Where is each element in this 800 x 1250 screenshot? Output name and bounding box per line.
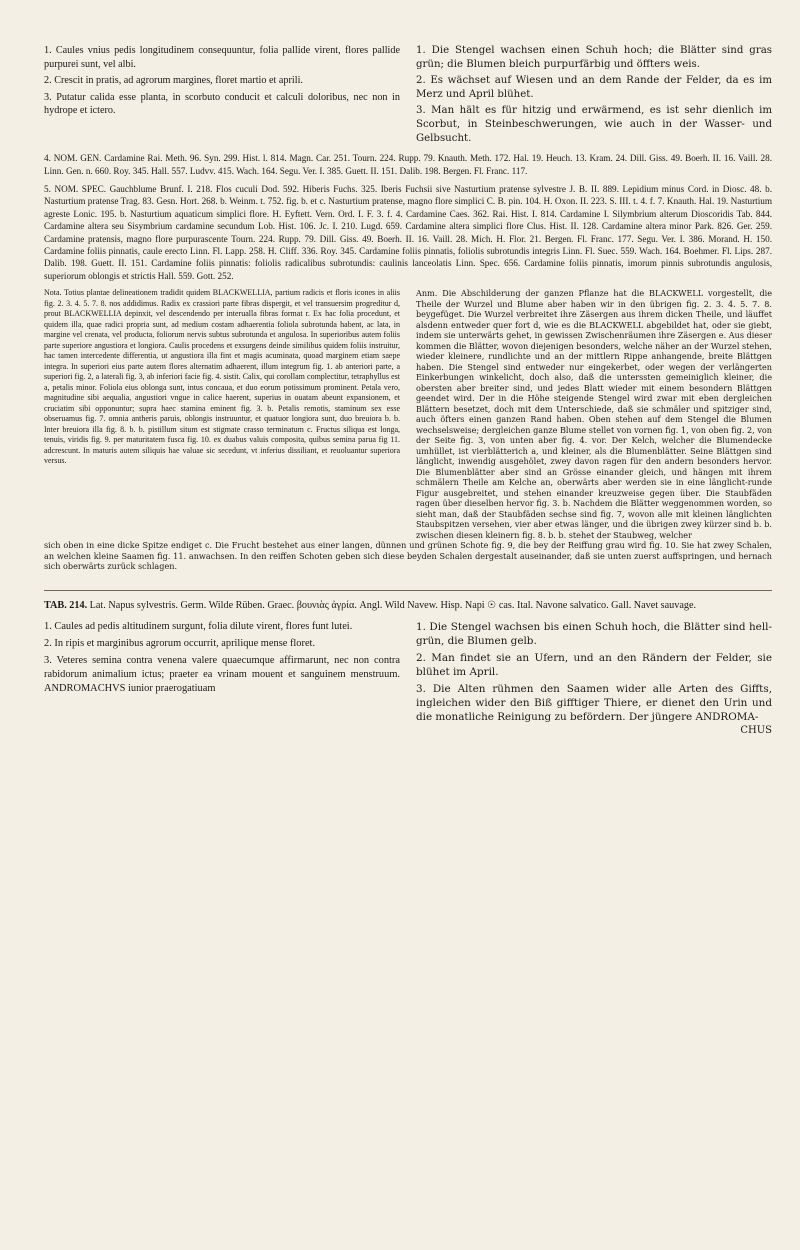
plate-number: TAB. 214. — [44, 599, 88, 611]
german-item-2-2: 2. Man findet sie an Ufern, und an den Rändern der Felder, sie blühet im April. — [416, 652, 772, 679]
german-column-2 — [416, 620, 772, 736]
nomen-specificum: 5. NOM. SPEC. Gauchblume Brunf. I. 218. Flos cuculi Dod. 592. Hiberis Fuchs. 325. Iberis Fuchsii sive Nasturtium pratense sylvestre J. B. II. 889. Lepidium minus Cord. in Diosc. 48. b. Nasturtium pratense Trag. 83. Gesn. Hort. 268. b. Weinm. t. 752. fig. b. et c. Nasturtium pratense, magno flore simplici C. B. pin. 104. H. Oxon. II. 223. S. III. t. 4. f. 7. Knauth. Hal. 19. Nasturtium agreste Lonic. 195. b. Nasturtium aquaticum simplici flore. H. Eyftett. Vern. Ord. I. F. 3. f. 4. Cardamine Caes. 362. Rai. Hist. I. 814. Cardamine I. Silymbrium alterum Dioscoridis Tab. 844. Cardamine altera seu Sisymbrium cardamine secundum Lob. Hist. 106. Jc. I. 210. Lugd. 659. Cardamine altera simplici flore Clus. Hist. II. 128. Cardamine altera minor Park. 826. Ger. 259. Cardamine pratensis, magno flore purpurascente Tourn. 224. Rupp. 79. Dill. Giss. 49. Boerh. II. 16. Vaill. 28. Mich. H. Flor. 21. Bergen. Fl. Franc. 177. Segu. Ver. I. 386. Morand. H. 150. Cardamine foliis pinnatis, caule erecto Linn. Fl. Lapp. 258. H. Cliff. 336. Roy. 345. Cardamine foliis pinnatis, foliolis subrotundis integris Linn. Fl. Suec. 559. Wach. 164. Boehmer. Fl. Lips. 287. Dalib. 198. Guett. II. 151. Cardamine foliis pinnatis: foliolis radicalibus subrotundis: caulinis lanceolatis Linn. Spec. 656. Cardamine foliis pinnatis, imorum pinnis subrotundis angulosis, superiorum oblongis et strictis Hall. 559. Gott. 252. — [44, 183, 772, 281]
notes-section — [44, 288, 772, 540]
plate-names: Lat. Napus sylvestris. Germ. Wilde Rüben. Graec. βουνιὰς ἀγρία. Angl. Wild Navew. Hisp. Napi ☉ cas. Ital. Navone salvatico. Gall. Navet sauvage. — [89, 599, 697, 611]
german-note-continuation: sich oben in eine dicke Spitze endiget c. Die Frucht bestehet aus einer langen, dünnen und grünen Schote fig. 9, die bey der Reiffung grau wird fig. 10. Sie hat zwey Schalen, an welchen kleine Saamen fig. 11. anwachsen. In den reiffen Schoten geben sich diese beyden Schalen dergestalt auseinander, daß sie unten zuerst auffspringen, und hernach sich oberwärts zurück schlagen. — [44, 540, 772, 572]
plate-heading — [44, 599, 772, 613]
latin-item-2-2: 2. In ripis et marginibus agrorum occurrit, aprilique mense floret. — [44, 638, 316, 650]
latin-column-2 — [44, 620, 400, 736]
german-item-2-1: 1. Die Stengel wachsen bis einen Schuh hoch, die Blätter sind hell-grün, die Blumen gelb. — [416, 621, 772, 648]
latin-item-3: 3. Putatur calida esse planta, in scorbuto conducit et calculi doloribus, nec non in hydrope et ictero. — [44, 91, 400, 117]
german-item-2-3: 3. Die Alten rühmen den Saamen wider alle Arten des Giffts, ingleichen wider den Biß gifftiger Thiere, er dienet den Urin und die monatliche Reinigung zu befördern. Der jüngere ANDROMA- — [416, 683, 772, 724]
section-napus-properties — [44, 620, 772, 736]
latin-item-1: 1. Caules vnius pedis longitudinem consequuntur, folia pallide virent, flores pallide purpurei sunt, vel albi. — [44, 45, 400, 70]
german-item-2: 2. Es wächset auf Wiesen und an dem Rande der Felder, da es im Merz und April blühet. — [416, 75, 772, 100]
catchword: CHUS — [740, 725, 772, 737]
section-divider — [44, 590, 772, 591]
latin-item-2-3: 3. Veteres semina contra venena valere quaecumque affirmarunt, nec non contra rabidorum animalium ictus; praeter ea vrinam mouent et sanguinem menstruum. ANDROMACHVS iunior praerogatiuam — [44, 655, 400, 695]
german-column — [416, 44, 772, 148]
latin-item-2: 2. Crescit in pratis, ad agrorum margines, floret martio et aprili. — [44, 75, 303, 87]
latin-note: Nota. Totius plantae delineationem tradidit quidem BLACKWELLIA, partium radicis et floris icones in aliis fig. 2. 3. 4. 5. 7. 8. nos addidimus. Radix ex crassiori parte fibras dispergit, et vel transuersim progreditur d, prout BLACKWELLIA depinxit, vel descendendo per interualla fibras format r. Ex hac folia procedunt, et quidem illa, quae radici propria sunt, ad medium costam adhaerentia foliola subrotunda habent, ac lata, in margine vel crenata, vel producta, foliorum nervis subtus subrotunda et angulosa. In superioribus autem foliis parte superiore angustiora et longiora. Caulis procedens et exsurgens deinde similibus quidem foliis instruitur, hac tamen intercedente differentia, ut angustiora illa fint et magis acuminata, quoad marginem etiam saepe integra. In superiori eius parte autem flores alternatim adhaerent, illum integrum fig. 1. ab anteriori parte, a superiori fig. 2, a laterali fig. 3, ab inferiori facie fig. 4. sistit. Calix, qui corollam complectitur, tetraphyllus est a, petalis minor. Foliola eius oblonga sunt, intus concaua, et duo eorum potissimum prominent. Petala vero, magnitudine sibi aequalia, angustiori vngue in calice haerent, superius in ouatam abeunt expansionem, et cruciatim sibi opponuntur; supra haec stamina eminent fig. 3. b. Petalis remotis, staminum sex esse obseruamus fig. 7. omnia antheris paruis, oblongis instruuntur, et quatuor longiora sunt, duo breuiora b. b. Inter breuiora illa fig. 8. b. b. pistillum situm est stigmate crasso terminatum c. Fructus siliqua est longa, tenuis, viridis fig. 9. per maturitatem fusca fig. 10. ex duabus valuis composita, quibus semina parua fig 11. adcrescunt. In maturis autem siliquis hae valuae sic secedunt, vt inferius dissiliant, et reuoluantur superiora versus. — [44, 288, 400, 466]
section-cardamine-properties — [44, 44, 772, 148]
german-item-3: 3. Man hält es für hitzig und erwärmend, es ist sehr dienlich im Scorbut, in Steinbeschwerungen, wie auch in der Wasser- und Gelbsucht. — [416, 105, 772, 144]
latin-column — [44, 44, 400, 148]
german-item-1: 1. Die Stengel wachsen einen Schuh hoch; die Blätter sind gras grün; die Blumen bleich purpurfärbig und öffters weis. — [416, 45, 772, 70]
latin-item-2-1: 1. Caules ad pedis altitudinem surgunt, folia dilute virent, flores funt lutei. — [44, 621, 353, 633]
german-note: Anm. Die Abschilderung der ganzen Pflanze hat die BLACKWELL vorgestellt, die Theile der Wurzel und Blume aber haben wir in den übrigen fig. 2. 3. 4. 5. 7. 8. beygefüget. Die Wurzel verbreitet ihre Zäsergen aus ihrem dicken Theile, und läuffet alsdenn entweder quer fort d, wie es die BLACKWELL abgebildet hat, oder sie giebt, indem sie unterwärts gehet, in gewissen Zwischenräumen ihre Zäsergen e. Aus dieser kommen die Blätter, wovon diejenigen besonders, welche näher an der Wurzel stehen, wieder kleinere, rundlichte und an der mittlern Rippe anhangende, breite Blättgen haben. Die Stengel sind entweder nur eingekerbet, oder wegen der verlängerten Einkerbungen winkelicht, doch also, daß die unterssten gemeiniglich kleiner, die obersten aber breiter sind, und jedes Blatt wieder mit einem besondern Blättgen geendet wird. Der in die Höhe steigende Stengel wird zwar mit eben dergleichen Blättern besetzet, doch mit dem Unterschiede, daß sie schmäler und spitziger sind, auch öfters einen ganzen Rand haben. Oben stehen auf dem Stengel die Blumen wechselsweise; dergleichen ganze Blume stellet von vornen fig. 1, von oben fig. 2, von der Seite fig. 3, von unten aber fig. 4. vor. Der Kelch, welcher die Blumendecke umhüllet, ist vierblätterich a, und kleiner, als die Blumenblätter. Seine Blättgen sind länglicht, inwendig ausgehölet, zwey davon ragen für den andern besonders hervor. Die Blumenblätter aber sind an Grösse einander gleich, und hängen mit ihrem schmälern Theile am Kelche an, oberwärts aber werden sie in eine länglicht-runde Figur ausgebreitet, und stehen einander kreuzweise gegen über. Die Staubfäden ragen über dieselben hervor fig. 3. b. Nachdem die Blätter weggenommen worden, so sieht man, daß der Staubfäden sechse sind fig. 7, wovon alle mit kleinen länglichten Staubspitzen versehen, vier aber etwas länger, und die übrigen zwey kürzer sind b. b. zwischen diesen kleinern fig. 8. b. b. stehet der Staubweg, welcher — [416, 288, 772, 540]
nomen-genericum: 4. NOM. GEN. Cardamine Rai. Meth. 96. Syn. 299. Hist. l. 814. Magn. Car. 251. Tourn. 224. Rupp. 79. Knauth. Meth. 172. Hal. 19. Heuch. 13. Kram. 24. Dill. Giss. 49. Boerh. II. 16. Vaill. 28. Linn. Gen. n. 660. Roy. 345. Hall. 557. Ludvv. 415. Wach. 164. Segu. Ver. I. 385. Guett. II. 151. Dalib. 198. Bergen. Fl. Franc. 117. — [44, 153, 772, 176]
